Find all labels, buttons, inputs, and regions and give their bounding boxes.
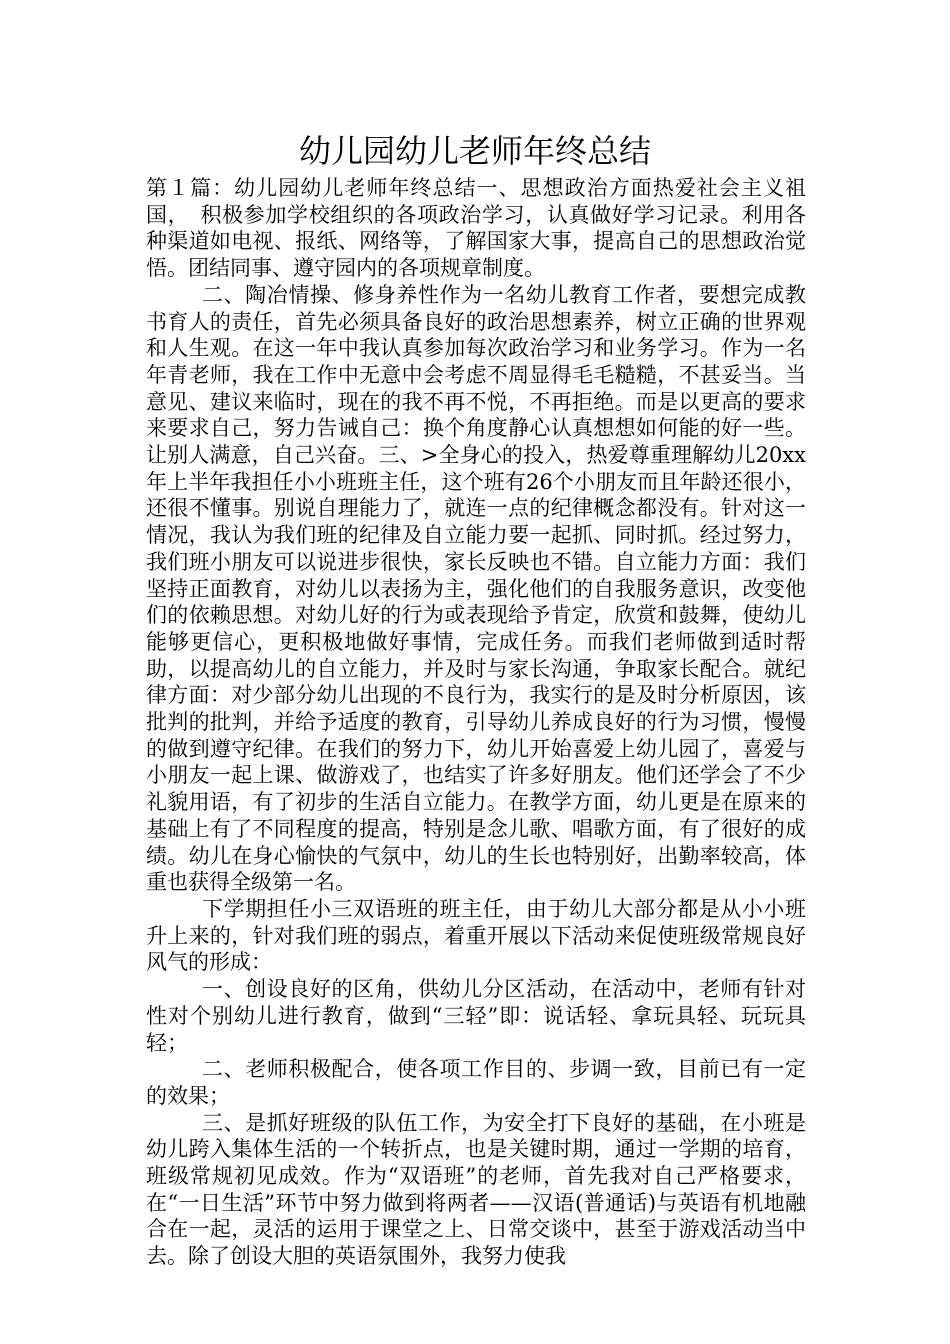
paragraph: 二、老师积极配合，使各项工作目的、步调一致，目前已有一定的效果； (146, 1057, 806, 1108)
paragraph: 三、是抓好班级的队伍工作，为安全打下良好的基础，在小班是幼儿跨入集体生活的一个转折点，也是关键时期，通过一学期的培育，班级常规初见成效。作为“双语班”的老师，首先我对自己严格要求，在“一日生活”环节中努力做到将两者——汉语(普通话)与英语有机地融合在一起，灵活的运用于课堂之上、日常交谈中，甚至于游戏活动当中去。除了创设大胆的英语氛围外，我努力使我 (146, 1110, 806, 1269)
paragraph: 下学期担任小三双语班的班主任，由于幼儿大部分都是从小小班升上来的，针对我们班的弱点，着重开展以下活动来促使班级常规良好风气的形成： (146, 896, 806, 975)
paragraph: 一、创设良好的区角，供幼儿分区活动，在活动中，老师有针对性对个别幼儿进行教育，做到“三轻”即：说话轻、拿玩具轻、玩玩具轻； (146, 977, 806, 1055)
paragraph: 二、陶冶情操、修身养性作为一名幼儿教育工作者，要想完成教书育人的责任，首先必须具备良好的政治思想素养，树立正确的世界观和人生观。在这一年中我认真参加每次政治学习和业务学习。作为一名年青老师，我在工作中无意中会考虑不周显得毛毛糙糙，不甚妥当。当意见、建议来临时，现在的我不再不悦，不再拒绝。而是以更高的要求来要求自己，努力告诫自己：换个角度静心认真想想如何能的好一些。让别人满意，自己兴奋。三、>全身心的投入，热爱尊重理解幼儿20xx年上半年我担任小小班班主任，这个班有26个小朋友而且年龄还很小，还很不懂事。别说自理能力了，就连一点的纪律概念都没有。针对这一情况，我认为我们班的纪律及自立能力要一起抓、同时抓。经过努力，我们班小朋友可以说进步很快，家长反映也不错。自立能力方面：我们坚持正面教育，对幼儿以表扬为主，强化他们的自我服务意识，改变他们的依赖思想。对幼儿好的行为或表现给予肯定，欣赏和鼓舞，使幼儿能够更信心，更积极地做好事情，完成任务。而我们老师做到适时帮助，以提高幼儿的自立能力，并及时与家长沟通，争取家长配合。就纪律方面：对少部分幼儿出现的不良行为，我实行的是及时分析原因，该批判的批判，并给予适度的教育，引导幼儿养成良好的行为习惯，慢慢的做到遵守纪律。在我们的努力下，幼儿开始喜爱上幼儿园了，喜爱与小朋友一起上课、做游戏了，也结实了许多好朋友。他们还学会了不少礼貌用语，有了初步的生活自立能力。在教学方面，幼儿更是在原来的基础上有了不同程度的提高，特别是念儿歌、唱歌方面，有了很好的成绩。幼儿在身心愉快的气氛中，幼儿的生长也特别好，出勤率较高，体重也获得全级第一名。 (146, 282, 806, 895)
paragraph: 第１篇：幼儿园幼儿老师年终总结一、思想政治方面热爱社会主义祖国， 积极参加学校组织的各项政治学习，认真做好学习记录。利用各种渠道如电视、报纸、网络等，了解国家大事，提高自己的思想政治觉悟。团结同事、遵守园内的各项规章制度。 (146, 176, 806, 281)
document-body (146, 175, 806, 1270)
document-title: 幼儿园幼儿老师年终总结 (298, 132, 651, 170)
